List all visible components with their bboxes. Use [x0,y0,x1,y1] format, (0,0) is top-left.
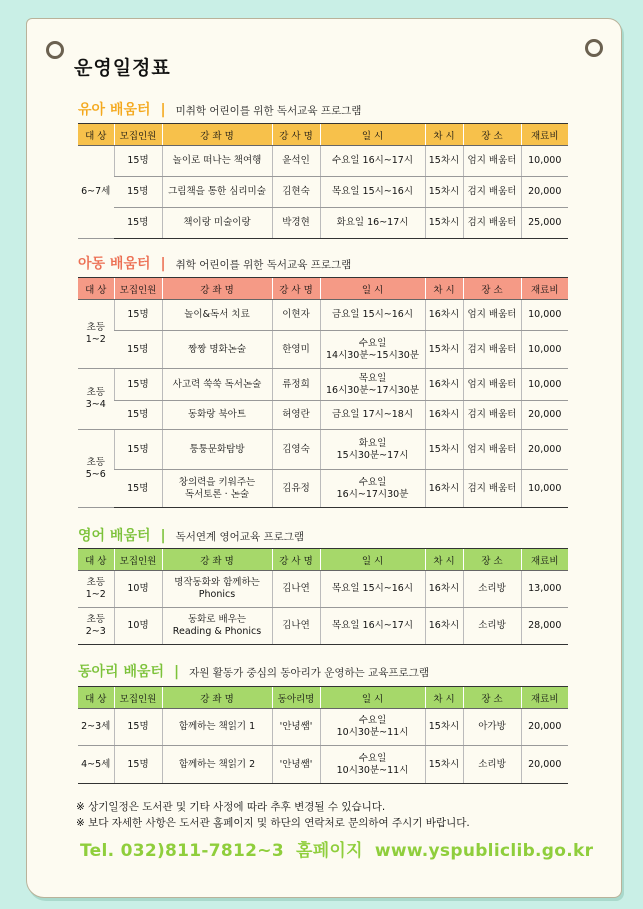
cell: 책이랑 미술이랑 [162,208,272,239]
notes [76,799,470,831]
section-divider: | [174,664,180,680]
col-datetime: 일 시 [320,124,425,146]
cell: 소리방 [463,608,521,645]
col-capacity: 모집인원 [114,278,162,300]
cell: 15차시 [425,430,463,470]
cell: 사고력 쑥쑥 독서논술 [162,369,272,401]
col-fee: 재료비 [521,549,568,571]
cell: 동화랑 북아트 [162,401,272,430]
cell: 10,000 [521,300,568,331]
section-description: 취학 어린이를 위한 독서교육 프로그램 [175,259,352,271]
note-line: ※ 상기일정은 도서관 및 기타 사정에 따라 추후 변경될 수 있습니다. [76,801,386,813]
cell: 15차시 [425,177,463,208]
cell: 김나연 [272,571,320,608]
cell-target: 초등 5~6 [78,430,114,508]
section-name: 아동 배움터 [78,256,151,272]
cell-target: 4~5세 [78,746,114,784]
cell: 15차시 [425,208,463,239]
table-row [78,746,568,784]
table-header-row [78,687,568,709]
col-course: 강 좌 명 [162,124,272,146]
cell: 소리방 [463,571,521,608]
cell: 퉁퉁문화탐방 [162,430,272,470]
cell: 15명 [114,430,162,470]
contact-tel: Tel. 032)811-7812~3 [80,841,284,861]
table-row [78,177,568,208]
note-line: ※ 보다 자세한 사항은 도서관 홈페이지 및 하단의 연락처로 문의하여 주시기 바랍니다. [76,817,470,829]
cell: 13,000 [521,571,568,608]
table-row [78,430,568,470]
cell: 28,000 [521,608,568,645]
cell: 10,000 [521,331,568,369]
table-row [78,571,568,608]
cell: '안녕쌤' [272,746,320,784]
cell: 동화로 배우는 Reading & Phonics [162,608,272,645]
cell: 15명 [114,146,162,177]
cell: 15차시 [425,331,463,369]
cell: 함께하는 책읽기 1 [162,709,272,746]
pin-hole-icon [46,41,64,59]
cell: 금요일 15시~16시 [320,300,425,331]
cell: 15명 [114,470,162,508]
section-divider: | [160,256,166,272]
cell: 소리방 [463,746,521,784]
cell: 검지 배움터 [463,208,521,239]
pin-hole-icon [585,39,603,57]
cell: 검지 배움터 [463,401,521,430]
cell: 25,000 [521,208,568,239]
cell: 목요일 16시~17시 [320,608,425,645]
table-row [78,208,568,239]
col-target: 대 상 [78,549,114,571]
cell: 그림책을 통한 심리미술 [162,177,272,208]
cell: 윤석인 [272,146,320,177]
cell: 15차시 [425,709,463,746]
table-header-row [78,549,568,571]
cell: 10,000 [521,470,568,508]
col-sessions: 차 시 [425,278,463,300]
table-row [78,401,568,430]
cell: 20,000 [521,177,568,208]
table-row [78,470,568,508]
page-title: 운영일정표 [74,57,171,79]
table-header-row [78,278,568,300]
col-capacity: 모집인원 [114,549,162,571]
cell: 20,000 [521,746,568,784]
cell: 15명 [114,369,162,401]
cell: 16차시 [425,608,463,645]
col-fee: 재료비 [521,278,568,300]
cell: 수요일 16시~17시30분 [320,470,425,508]
col-course: 강 좌 명 [162,278,272,300]
section-header-english [78,525,304,545]
cell: 10,000 [521,146,568,177]
cell: 16차시 [425,369,463,401]
cell: 짱짱 명화논술 [162,331,272,369]
col-instructor: 강 사 명 [272,278,320,300]
col-fee: 재료비 [521,124,568,146]
col-sessions: 차 시 [425,549,463,571]
section-description: 미취학 어린이를 위한 독서교육 프로그램 [175,105,362,117]
col-datetime: 일 시 [320,549,425,571]
cell: 김현숙 [272,177,320,208]
cell: 엄지 배움터 [463,430,521,470]
table-row [78,300,568,331]
cell: 함께하는 책읽기 2 [162,746,272,784]
col-sessions: 차 시 [425,124,463,146]
cell: 15명 [114,177,162,208]
cell: 화요일 16~17시 [320,208,425,239]
cell: 금요일 17시~18시 [320,401,425,430]
cell: 목요일 15시~16시 [320,177,425,208]
table-row [78,709,568,746]
table-row [78,608,568,645]
cell-target: 6~7세 [78,146,114,239]
section-name: 유아 배움터 [78,102,151,118]
col-target: 대 상 [78,278,114,300]
cell: 이현자 [272,300,320,331]
table-header-row [78,124,568,146]
cell: 검지 배움터 [463,331,521,369]
cell: 수요일 16시~17시 [320,146,425,177]
cell: 엄지 배움터 [463,369,521,401]
cell: 목요일 15시~16시 [320,571,425,608]
col-sessions: 차 시 [425,687,463,709]
cell: 박경현 [272,208,320,239]
contact-homepage-label: 홈페이지 [295,841,363,861]
cell: 20,000 [521,430,568,470]
cell: 10명 [114,571,162,608]
cell: 15차시 [425,746,463,784]
cell: 수요일 14시30분~15시30분 [320,331,425,369]
schedule-table-english [78,548,568,645]
section-divider: | [160,102,166,118]
col-course: 강 좌 명 [162,549,272,571]
table-row [78,369,568,401]
section-header-club [78,661,429,681]
cell-target: 초등 1~2 [78,300,114,369]
section-description: 독서연계 영어교육 프로그램 [175,531,305,543]
cell: 15명 [114,300,162,331]
cell: 15명 [114,208,162,239]
col-capacity: 모집인원 [114,124,162,146]
cell: 엄지 배움터 [463,146,521,177]
col-target: 대 상 [78,687,114,709]
cell: 10명 [114,608,162,645]
cell: 김나연 [272,608,320,645]
cell: 화요일 15시30분~17시 [320,430,425,470]
section-divider: | [160,528,166,544]
cell: 15명 [114,746,162,784]
section-name: 동아리 배움터 [78,664,165,680]
cell: 엄지 배움터 [463,300,521,331]
cell: 허영란 [272,401,320,430]
col-target: 대 상 [78,124,114,146]
cell: 검지 배움터 [463,177,521,208]
cell-target: 초등 1~2 [78,571,114,608]
contact-line [80,836,605,861]
schedule-table-infant [78,123,568,239]
col-club: 동아리명 [272,687,320,709]
cell: 16차시 [425,300,463,331]
cell-target: 초등 3~4 [78,369,114,430]
cell: 류정희 [272,369,320,401]
cell-target: 2~3세 [78,709,114,746]
cell: 수요일 10시30분~11시 [320,746,425,784]
schedule-table-club [78,686,568,784]
col-place: 장 소 [463,687,521,709]
col-place: 장 소 [463,278,521,300]
cell: 김영숙 [272,430,320,470]
cell: 수요일 10시30분~11시 [320,709,425,746]
cell: 16차시 [425,571,463,608]
table-row [78,146,568,177]
cell: 20,000 [521,401,568,430]
cell: 창의력을 키워주는 독서토론 · 논술 [162,470,272,508]
cell: 놀이&독서 치료 [162,300,272,331]
cell: 15차시 [425,146,463,177]
col-datetime: 일 시 [320,687,425,709]
contact-url[interactable]: www.yspubliclib.go.kr [374,841,594,861]
cell: 검지 배움터 [463,470,521,508]
cell: 16차시 [425,401,463,430]
col-place: 장 소 [463,549,521,571]
section-header-infant [78,99,361,119]
cell: 16차시 [425,470,463,508]
col-course: 강 좌 명 [162,687,272,709]
col-place: 장 소 [463,124,521,146]
col-instructor: 강 사 명 [272,124,320,146]
cell: 20,000 [521,709,568,746]
col-datetime: 일 시 [320,278,425,300]
section-description: 자원 활동가 중심의 동아리가 운영하는 교육프로그램 [189,667,429,679]
cell: 명작동화와 함께하는 Phonics [162,571,272,608]
section-name: 영어 배움터 [78,528,151,544]
cell: 15명 [114,331,162,369]
cell: '안녕쌤' [272,709,320,746]
cell: 15명 [114,709,162,746]
cell: 목요일 16시30분~17시30분 [320,369,425,401]
col-capacity: 모집인원 [114,687,162,709]
cell: 아가방 [463,709,521,746]
cell: 김유정 [272,470,320,508]
col-fee: 재료비 [521,687,568,709]
col-instructor: 강 사 명 [272,549,320,571]
table-row [78,331,568,369]
cell: 놀이로 떠나는 책여행 [162,146,272,177]
cell: 15명 [114,401,162,430]
cell-target: 초등 2~3 [78,608,114,645]
schedule-table-child [78,277,568,508]
section-header-child [78,253,351,273]
cell: 10,000 [521,369,568,401]
cell: 한영미 [272,331,320,369]
